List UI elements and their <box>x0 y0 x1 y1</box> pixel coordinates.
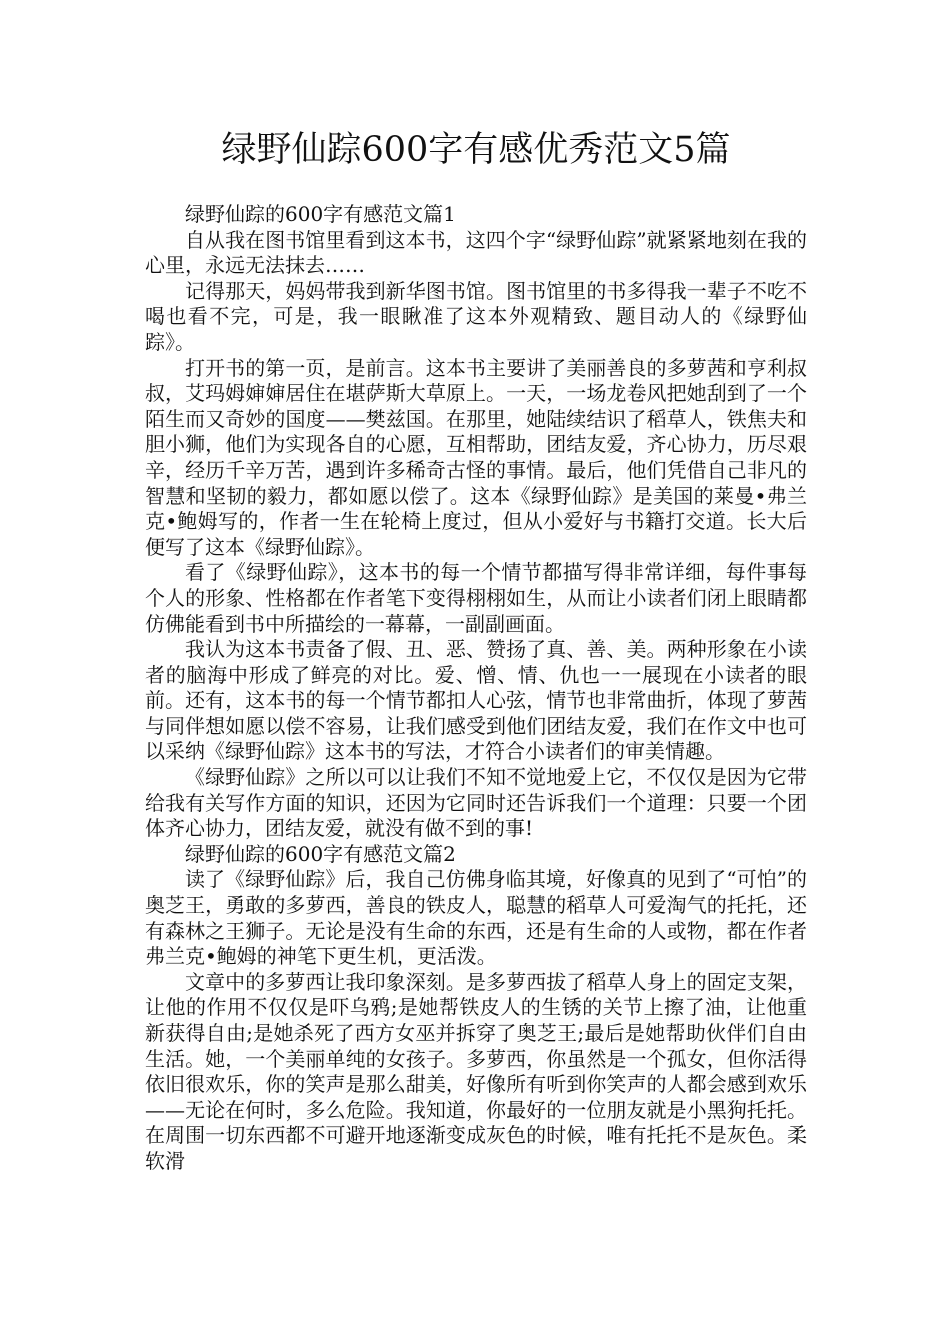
paragraph: 读了《绿野仙踪》后，我自己仿佛身临其境，好像真的见到了“可怕”的奥芝王，勇敢的多萝西，善良的铁皮人，聪慧的稻草人可爱淘气的托托，还有森林之王狮子。无论是没有生命的东西，还是有生命的人或物，都在作者弗兰克•鲍姆的神笔下更生机，更活泼。 <box>145 867 807 969</box>
section-heading: 绿野仙踪的600字有感范文篇2 <box>185 841 456 866</box>
paragraph: 自从我在图书馆里看到这本书，这四个字“绿野仙踪”就紧紧地刻在我的心里，永远无法抹去…… <box>145 227 807 278</box>
paragraph: 看了《绿野仙踪》，这本书的每一个情节都描写得非常详细，每件事每个人的形象、性格都在作者笔下变得栩栩如生，从而让小读者们闭上眼睛都仿佛能看到书中所描绘的一幕幕，一副副画面。 <box>145 560 807 636</box>
paragraph: 我认为这本书责备了假、丑、恶、赞扬了真、善、美。两种形象在小读者的脑海中形成了鲜亮的对比。爱、憎、情、仇也一一展现在小读者的眼前。还有，这本书的每一个情节都扣人心弦，情节也非常曲折，体现了萝茜与同伴想如愿以偿不容易，让我们感受到他们团结友爱，我们在作文中也可以采纳《绿野仙踪》这本书的写法，才符合小读者们的审美情趣。 <box>145 637 807 764</box>
section-heading: 绿野仙踪的600字有感范文篇1 <box>185 202 456 226</box>
section-2 <box>145 842 807 1175</box>
paragraph: 文章中的多萝西让我印象深刻。是多萝西拔了稻草人身上的固定支架，让他的作用不仅仅是吓乌鸦;是她帮铁皮人的生锈的关节上擦了油，让他重新获得自由;是她杀死了西方女巫并拆穿了奥芝王;最后是她帮助伙伴们自由生活。她，一个美丽单纯的女孩子。多萝西，你虽然是一个孤女，但你活得依旧很欢乐，你的笑声是那么甜美，好像所有听到你笑声的人都会感到欢乐——无论在何时，多么危险。我知道，你最好的一位朋友就是小黑狗托托。在周围一切东西都不可避开地逐渐变成灰色的时候，唯有托托不是灰色。柔软滑 <box>145 969 807 1173</box>
paragraph: 打开书的第一页，是前言。这本书主要讲了美丽善良的多萝茜和亨利叔叔，艾玛姆婶婶居住在堪萨斯大草原上。一天，一场龙卷风把她刮到了一个陌生而又奇妙的国度——樊兹国。在那里，她陆续结识了稻草人，铁焦夫和胆小狮，他们为实现各自的心愿，互相帮助，团结友爱，齐心协力，历尽艰辛，经历千辛万苦，遇到许多稀奇古怪的事情。最后，他们凭借自己非凡的智慧和坚韧的毅力，都如愿以偿了。这本《绿野仙踪》是美国的莱曼•弗兰克•鲍姆写的，作者一生在轮椅上度过，但从小爱好与书籍打交道。长大后便写了这本《绿野仙踪》。 <box>145 355 807 559</box>
section-1 <box>145 202 807 842</box>
paragraph: 记得那天，妈妈带我到新华图书馆。图书馆里的书多得我一辈子不吃不喝也看不完，可是，我一眼瞅准了这本外观精致、题目动人的《绿野仙踪》。 <box>145 278 807 354</box>
document-title: 绿野仙踪600字有感优秀范文5篇 <box>221 130 731 170</box>
document-page <box>145 126 807 1175</box>
paragraph: 《绿野仙踪》之所以可以让我们不知不觉地爱上它，不仅仅是因为它带给我有关写作方面的知识，还因为它同时还告诉我们一个道理：只要一个团体齐心协力，团结友爱，就没有做不到的事! <box>145 765 807 841</box>
